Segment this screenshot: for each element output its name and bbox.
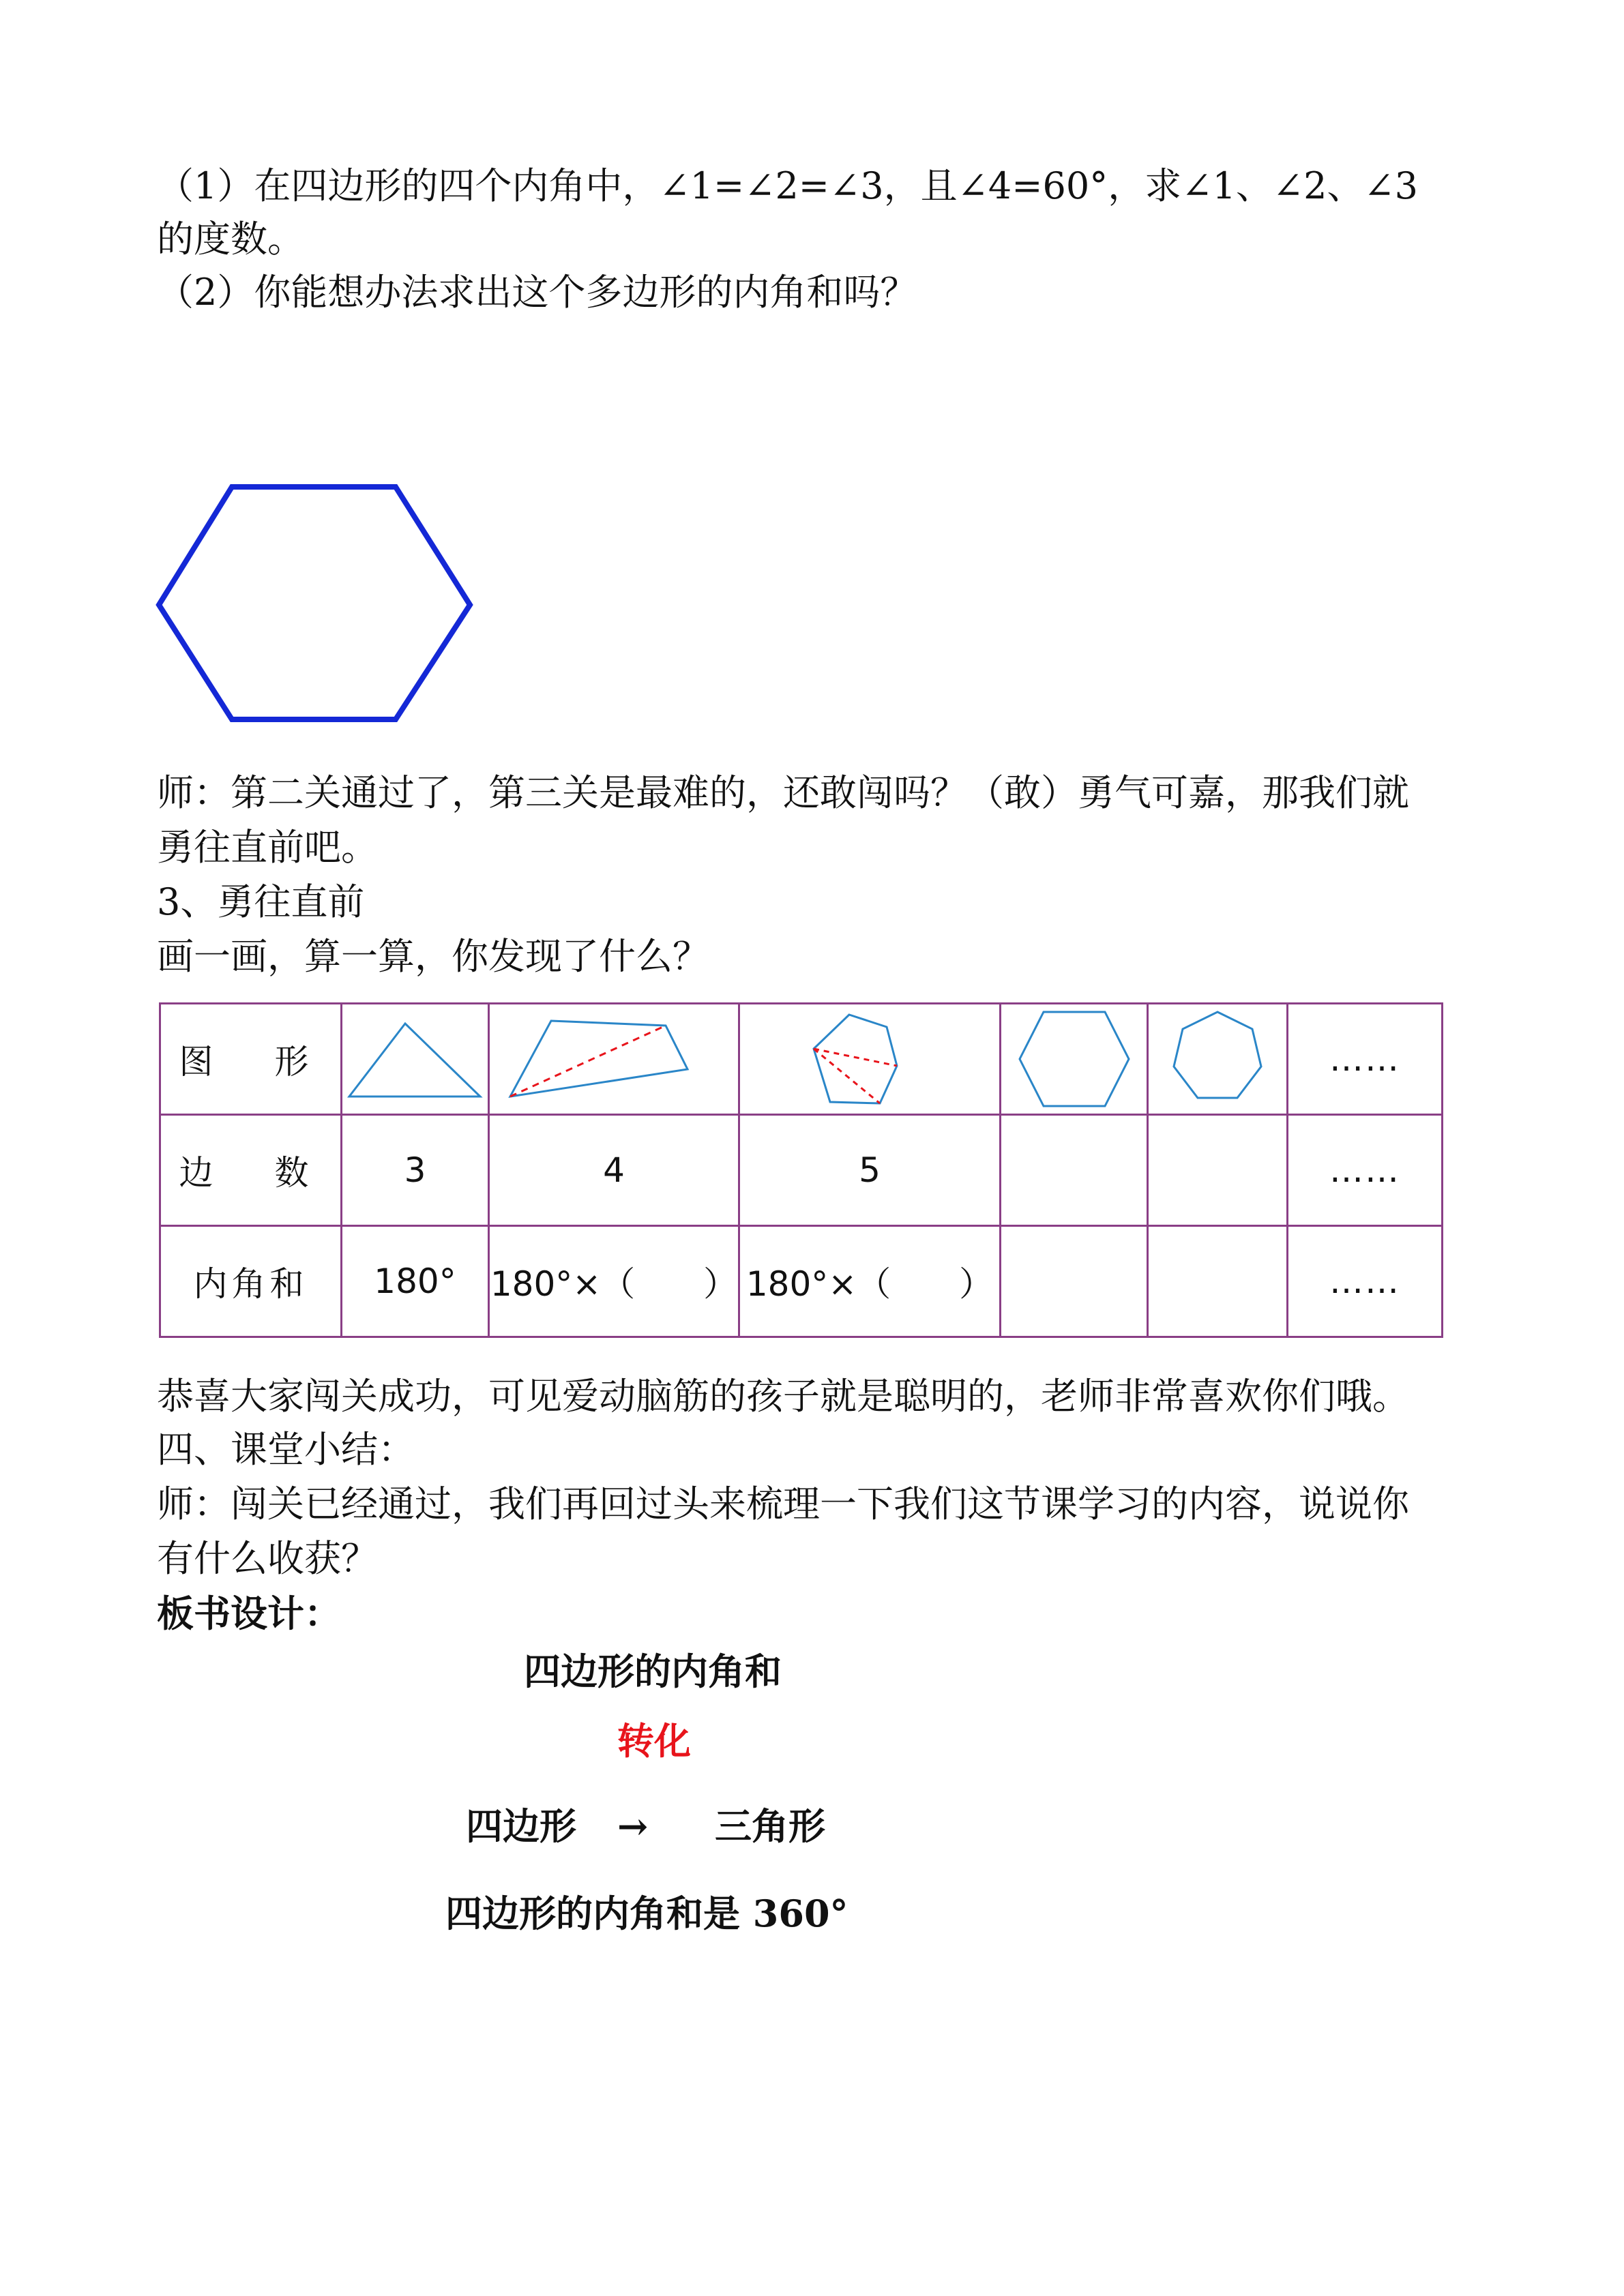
angle-sum-cell: 180°×（ ） [489,1226,739,1337]
quadrilateral-icon [505,1011,723,1107]
hexagon-shape [159,487,470,719]
triangle-cell [342,1004,489,1115]
table-row-sides [160,1115,1443,1226]
angle-sum-cell: 180°×（ ） [739,1226,1001,1337]
hexagon-figure [153,477,481,723]
row-label-angle-sum: 内角和 [160,1226,342,1337]
summary-line1: 师：闯关已经通过，我们再回过头来梳理一下我们这节课学习的内容，说说你 [157,1482,1409,1525]
sides-cell: 5 [739,1115,1001,1226]
board-transform: 转化 [617,1719,691,1763]
congrats-text: 恭喜大家闯关成功，可见爱动脑筋的孩子就是聪明的，老师非常喜欢你们哦。 [157,1375,1409,1418]
quadrilateral-cell [489,1004,739,1115]
figure-ellipsis: …… [1288,1004,1443,1115]
teacher-para-line2: 勇往直前吧。 [157,826,378,869]
diagonal-line [510,1026,666,1097]
summary-title: 四、课堂小结： [157,1428,415,1471]
sides-cell: 3 [342,1115,489,1226]
board-to: 三角形 [715,1804,825,1848]
section3-title: 3、勇往直前 [157,880,365,923]
sides-cell: …… [1288,1115,1443,1226]
pentagon-icon [801,1008,938,1110]
angle-sum-cell [1001,1226,1148,1337]
board-from: 四边形 [466,1804,576,1848]
summary-line2: 有什么收获？ [157,1537,378,1580]
diagonal-line-2 [814,1049,880,1103]
angle-sum-cell: 180° [342,1226,489,1337]
question2: （2）你能想办法求出这个多边形的内角和吗？ [157,271,917,314]
board-design-label: 板书设计： [157,1592,341,1635]
small-hexagon-icon [1013,1008,1136,1110]
hexagon-cell [1001,1004,1148,1115]
sides-cell [1148,1115,1288,1226]
polygon-angle-table [159,1002,1443,1338]
table-row-angle-sum [160,1226,1443,1337]
table-row-figures [160,1004,1443,1115]
angle-sum-cell [1148,1226,1288,1337]
question1-line1: （1）在四边形的四个内角中，∠1=∠2=∠3，且∠4=60°，求∠1、∠2、∠3 [157,164,1419,207]
question1-line2: 的度数。 [157,218,304,260]
heptagon-icon [1163,1008,1272,1110]
draw-prompt: 画一画，算一算，你发现了什么？ [157,935,709,978]
board-title: 四边形的内角和 [524,1650,782,1693]
triangle-icon [344,1011,487,1107]
teacher-para-line1: 师：第二关通过了，第三关是最难的，还敢闯吗？（敢）勇气可嘉，那我们就 [157,771,1409,814]
row-label-sides: 边 数 [160,1115,342,1226]
heptagon-cell [1148,1004,1288,1115]
board-conclusion: 四边形的内角和是 360° [445,1892,848,1935]
sides-cell: 4 [489,1115,739,1226]
row-label-figure: 图 形 [160,1004,342,1115]
diagonal-line-1 [814,1049,897,1066]
pentagon-cell [739,1004,1001,1115]
angle-sum-cell: …… [1288,1226,1443,1337]
sides-cell [1001,1115,1148,1226]
board-arrow: → [617,1804,649,1848]
